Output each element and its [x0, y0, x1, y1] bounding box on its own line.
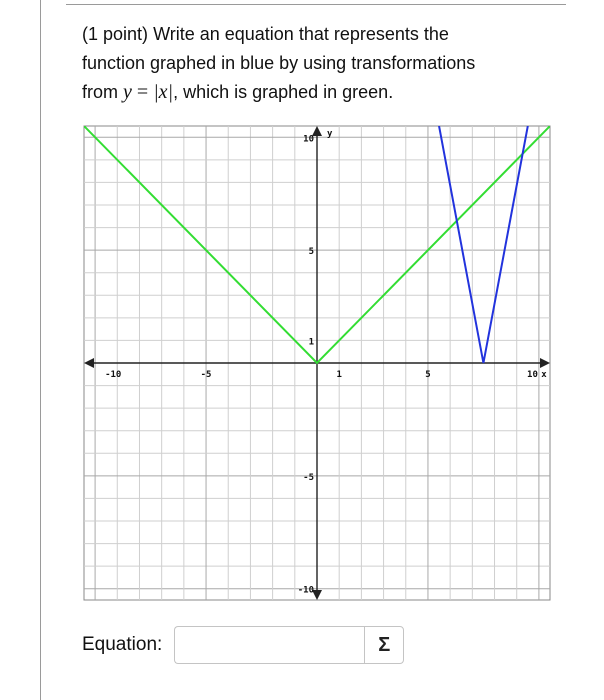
- question-line3: , which is graphed in green.: [173, 82, 394, 102]
- left-border: [40, 0, 41, 700]
- top-divider: [66, 4, 566, 5]
- question-points: (1 point): [82, 24, 149, 44]
- question-line1: Write an equation that represents the: [153, 24, 449, 44]
- sigma-button[interactable]: Σ: [364, 626, 404, 664]
- graph: [80, 122, 554, 604]
- question-from: from: [82, 82, 118, 102]
- y-tick-label: 10: [303, 134, 314, 145]
- equation-input[interactable]: [174, 626, 364, 664]
- x-tick-label: -5: [200, 370, 212, 380]
- math-expression: [123, 81, 173, 103]
- math-y: y: [123, 81, 132, 103]
- x-tick-label: 1: [336, 370, 342, 380]
- y-tick-label: -5: [303, 472, 314, 483]
- equation-label: Equation:: [82, 634, 163, 655]
- x-tick-label: 5: [425, 370, 431, 380]
- question-text: [82, 20, 562, 107]
- math-abs-x: |x|: [153, 81, 174, 103]
- math-equals: =: [136, 81, 149, 103]
- y-tick-label: 5: [308, 247, 314, 258]
- y-tick-label: -10: [297, 585, 314, 596]
- y-tick-label: 1: [308, 337, 314, 348]
- x-axis-label: x: [541, 370, 547, 380]
- x-tick-label: 10: [527, 370, 538, 380]
- equation-row: [82, 624, 404, 666]
- question-line2: function graphed in blue by using transformations: [82, 53, 476, 73]
- x-tick-label: -10: [105, 370, 122, 380]
- y-axis-label: y: [327, 129, 333, 139]
